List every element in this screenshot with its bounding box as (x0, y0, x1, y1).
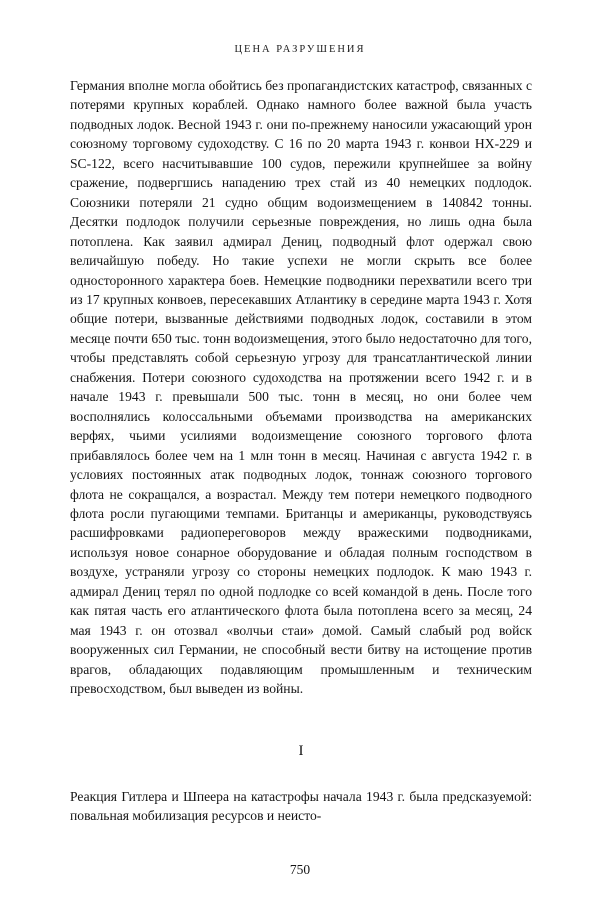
section-number: I (298, 742, 304, 759)
page-number: 750 (289, 862, 311, 877)
paragraph-1: Германия вполне могла обойтись без пропагандистских катастроф, связанных с потерями крупных кораблей. Однако намного более важной была участь подводных лодок. Весной 1943 г. они по-прежнему наносили ужасающий урон союзному торговому судоходству. С 16 по 20 марта 1943 г. конвои HX-229 и SC-122, всего насчитывавшие 100 судов, пережили крупнейшее за войну сражение, подвергшись нападению трех стай из 40 немецких подлодок. Союзники потеряли 21 судно общим водоизмещением в 140842 тонны. Десятки подлодок получили серьезные повреждения, но лишь одна была потоплена. Как заявил адмирал Дениц, подводный флот одержал свою величайшую победу. Но такие успехи не могли скрыть все более односторонного характера боев. Немецкие подводники перехватили всего три из 17 крупных конвоев, пересекавших Атлантику в середине марта 1943 г. Хотя общие потери, вызванные действиями подводных лодок, составили в этом месяце почти 650 тыс. тонн водоизмещения, этого было недостаточно для того, чтобы представлять собой серьезную угрозу для трансатлантической линии снабжения. Потери союзного судоходства на протяжении всего 1942 г. и в начале 1943 г. превышали 500 тыс. тонн в месяц, но они более чем восполнялись колоссальными объемами производства на американских верфях, чьими усилиями водоизмещение союзного торгового флота прибавлялось более чем на 1 млн тонн в месяц. Начиная с августа 1942 г. в условиях постоянных атак подводных лодок, тоннаж союзного торгового флота не сокращался, а возрастал. Между тем потери немецкого подводного флота росли пугающими темпами. Британцы и американцы, руководствуясь расшифровками радиопереговоров между вражескими подводниками, используя новое сонарное оборудование и обладая полным господством в воздухе, устраняли угрозу со стороны немецких подлодок. К маю 1943 г. адмирал Дениц терял по одной подлодке со всей командой в день. После того как пятая часть его атлантического флота была потоплена всего за месяц, 24 мая 1943 г. он отозвал «волчьи стаи» домой. Самый слабый род войск вооруженных сил Германии, не способный вести битву на истощение против врагов, обладающих подавляющим промышленным и техническим превосходством, был выведен из войны. (70, 78, 532, 697)
running-head: ЦЕНА РАЗРУШЕНИЯ (234, 44, 366, 55)
body-text-block (70, 76, 532, 825)
paragraph-2: Реакция Гитлера и Шпеера на катастрофы начала 1943 г. была предсказуемой: повальная мобилизация ресурсов и неисто- (70, 788, 532, 823)
